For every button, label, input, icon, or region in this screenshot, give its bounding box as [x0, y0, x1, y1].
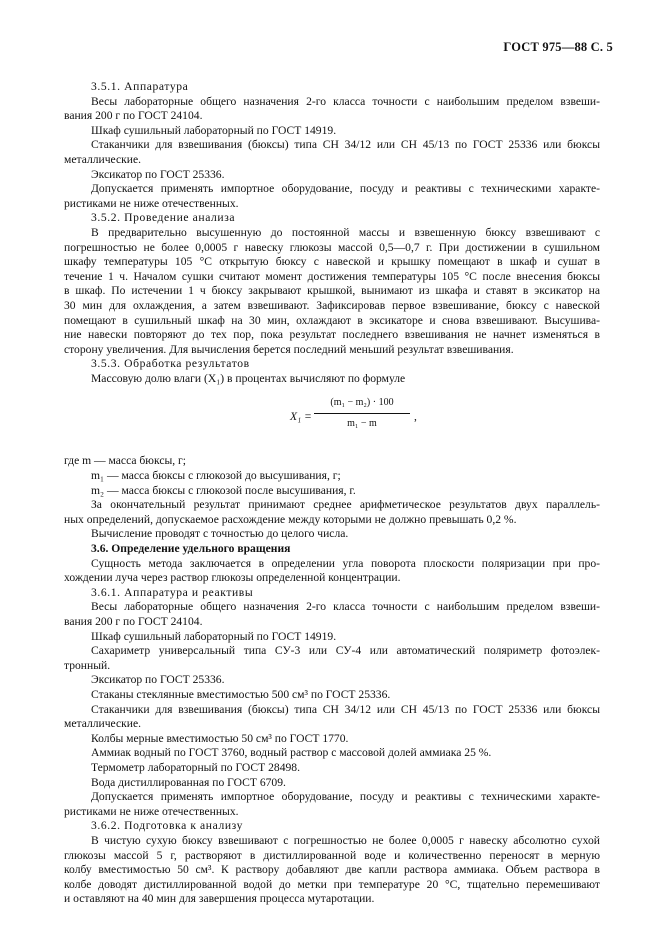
text-line: ристиками не ниже отечественных.	[64, 804, 239, 818]
text-line: 3.5.1. Аппаратура	[91, 80, 189, 93]
text-line: 3.6.2. Подготовка к анализу	[91, 819, 243, 833]
text-line: тронный.	[64, 658, 111, 672]
text-line: Сущность метода заключается в определении угла поворота плоскости поляризации при про-	[91, 556, 600, 570]
text-line: глюкозы массой 5 г, растворяют в дистиллированной воде и количественно переносят в мерную	[64, 848, 600, 862]
text-line: ных определений, допускаемое расхождение между которыми не должно превышать 0,2 %.	[64, 512, 517, 526]
text-line: Эксикатор по ГОСТ 25336.	[91, 673, 225, 687]
text-line: ние навески повторяют до тех пор, пока результат последнего взвешивания не начнет изменяться в	[64, 328, 600, 342]
text-line: Весы лабораторные общего назначения 2-го класса точности с наибольшим пределом взвеши-	[91, 600, 600, 614]
text-line: m₁ — масса бюксы с глюкозой до высушивания, г;	[91, 469, 341, 483]
text-line: помещают в сушильный шкаф на 30 мин, охлаждают в эксикаторе и снова взвешивают. Высушива-	[64, 313, 600, 327]
text-line: металлические.	[64, 152, 142, 166]
text-line: Массовую долю влаги (X₁) в процентах вычисляют по формуле	[91, 371, 406, 385]
section-3-5-text	[64, 80, 600, 386]
text-line: Вычисление проводят с точностью до целого числа.	[91, 527, 349, 541]
text-line: 3.6. Определение удельного вращения	[91, 542, 291, 556]
text-line: Колбы мерные вместимостью 50 см³ по ГОСТ 1770.	[91, 731, 349, 745]
text-line: 30 мин для охлаждения, а затем взвешивают. Зафиксировав первое взвешивание, бюксу с навеской	[64, 298, 600, 312]
text-line: погрешностью не более 0,0005 г навеску глюкозы массой 0,5—0,7 г. При достижении в сушильном	[64, 240, 600, 254]
text-line: Допускается применять импортное оборудование, посуду и реактивы с техническими характе-	[91, 182, 600, 196]
text-line: В предварительно высушенную до постоянной массы и взвешенную бюксу взвешивают с	[91, 225, 600, 239]
text-line: Аммиак водный по ГОСТ 3760, водный раствор с массовой долей аммиака 25 %.	[91, 746, 492, 760]
text-line: вания 200 г по ГОСТ 24104.	[64, 615, 203, 628]
text-line: m₂ — масса бюксы с глюкозой после высушивания, г.	[91, 483, 356, 497]
text-line: и оставляют на 40 мин для завершения процесса мутаротации.	[64, 892, 375, 906]
formula-fraction	[314, 396, 410, 431]
page-header: ГОСТ 975—88 С. 5	[503, 40, 613, 54]
moisture-formula	[64, 392, 600, 452]
text-line: Шкаф сушильный лабораторный по ГОСТ 14919.	[91, 629, 337, 643]
text-line: 3.5.2. Проведение анализа	[91, 211, 236, 225]
text-line: Вода дистиллированная по ГОСТ 6709.	[91, 775, 286, 789]
text-line: вания 200 г по ГОСТ 24104.	[64, 109, 203, 123]
text-line: В чистую сухую бюксу взвешивают с погрешностью не более 0,0005 г навеску абсолютно сухой	[91, 833, 600, 847]
text-line: хождении луча через раствор глюкозы определенной концентрации.	[64, 571, 401, 585]
text-line: Термометр лабораторный по ГОСТ 28498.	[91, 760, 301, 774]
formula-numerator: (m₁ − m₂) · 100	[314, 396, 410, 414]
text-line: Стаканы стеклянные вместимостью 500 см³ по ГОСТ 25336.	[91, 687, 391, 701]
text-line: колбе доводят дистиллированной водой до метки при температуре 20 °С, тщательно перемешивают	[64, 877, 600, 891]
text-line: металлические.	[64, 717, 142, 731]
text-line: За окончательный результат принимают среднее арифметическое результатов двух параллель-	[91, 498, 600, 512]
formula-denominator: m₁ − m	[347, 418, 377, 430]
text-line: Шкаф сушильный лабораторный по ГОСТ 14919.	[91, 123, 337, 137]
text-line: сторону увеличения. Для вычисления берется последний меньший результат взвешивания.	[64, 342, 514, 356]
text-line: в шкаф. По истечении 1 ч бюксу закрывают крышкой, вынимают из шкафа и ставят в эксикатор на	[64, 284, 600, 298]
section-3-6-text	[64, 454, 600, 906]
text-line: ристиками не ниже отечественных.	[64, 196, 239, 210]
text-line: Сахариметр универсальный типа СУ-3 или СУ-4 или автоматический поляриметр фотоэлек-	[91, 644, 600, 658]
text-line: 3.5.3. Обработка результатов	[91, 357, 250, 371]
text-line: Стаканчики для взвешивания (бюксы) типа СН 34/12 или СН 45/13 по ГОСТ 25336 или бюксы	[91, 702, 600, 716]
formula-lhs: X₁ =	[290, 410, 312, 424]
text-line: шкафу температуры 105 °С открытую бюксу с навеской и крышку помещают в шкаф и сушат в	[64, 255, 600, 269]
text-line: Весы лабораторные общего назначения 2-го класса точности с наибольшим пределом взвеши-	[91, 94, 600, 108]
text-line: где m — масса бюксы, г;	[64, 454, 187, 468]
text-line: течение 1 ч. Началом сушки считают момент достижения температуры 105 °С после внесения бюксы	[64, 269, 600, 283]
text-line: колбу вместимостью 50 см³. К раствору добавляют две капли раствора аммиака. Объем раствора в	[64, 863, 600, 877]
text-line: Стаканчики для взвешивания (бюксы) типа СН 34/12 или СН 45/13 по ГОСТ 25336 или бюксы	[91, 138, 600, 152]
text-line: Допускается применять импортное оборудование, посуду и реактивы с техническими характе-	[91, 790, 600, 804]
text-line: Эксикатор по ГОСТ 25336.	[91, 167, 225, 181]
text-line: 3.6.1. Аппаратура и реактивы	[91, 585, 254, 599]
formula-comma: ,	[414, 410, 417, 424]
document-body	[64, 80, 600, 907]
